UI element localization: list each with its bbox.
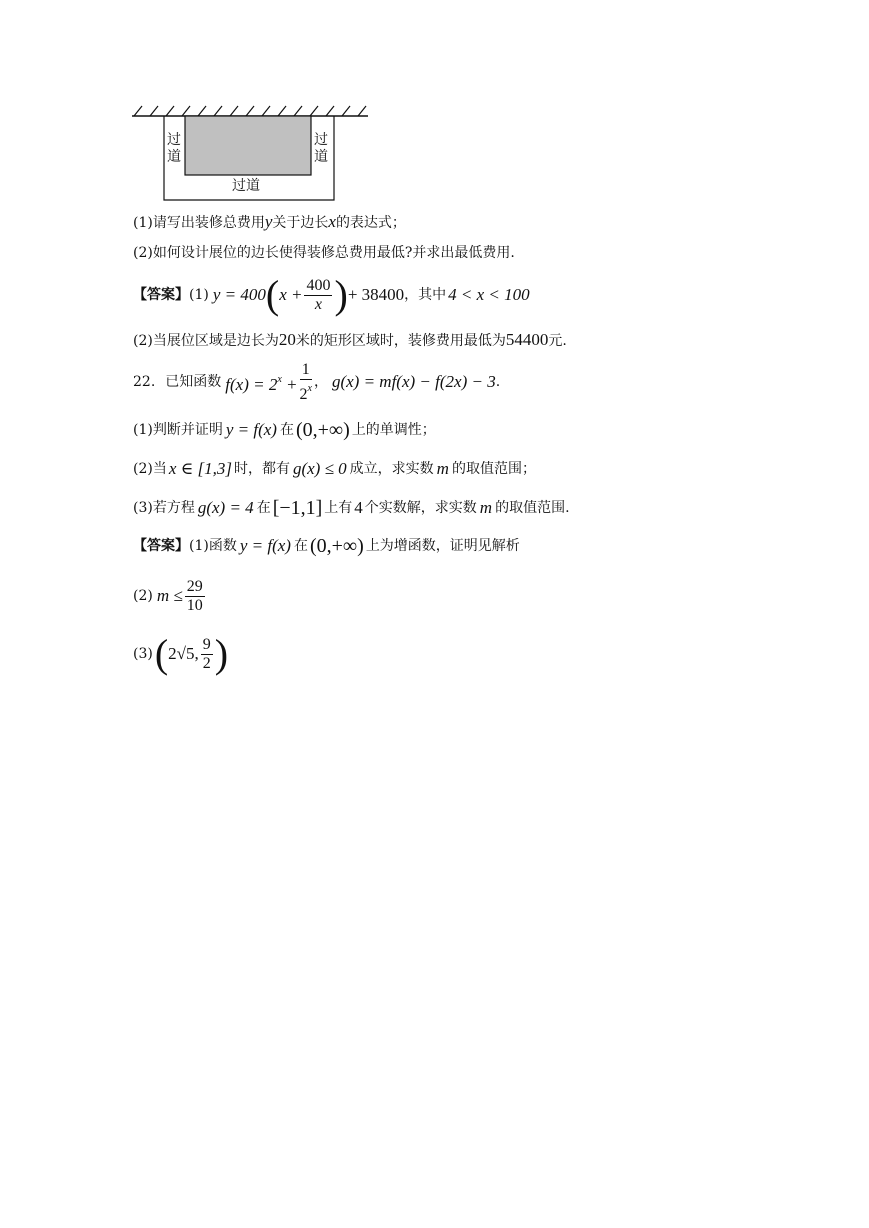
question-1-mid: 关于边长 [272,215,329,231]
corridor-label-bottom: 过道 [232,178,260,194]
fraction-denominator: 2 [202,654,211,672]
fraction-1-over-2x [300,361,312,404]
fraction-29-over-10 [185,578,205,615]
q2-domain: x ∈ [1,3] [168,459,232,478]
problem-number: 22. [133,374,156,390]
q2-condition: g(x) ≤ 0 [292,459,347,478]
q1-text: (1)判断并证明 [133,422,223,438]
question-1-text: (1)请写出装修总费用 [133,215,265,231]
q1-expr: y = f(x) [225,420,277,439]
q2-mid: 时，都有 [233,461,290,477]
q1-end: 上的单调性； [351,422,436,438]
answer-1-inner: x + [279,285,303,304]
q3-text: (3)若方程 [133,500,195,516]
answer-22-1-end: 上为增函数，证明见解析 [365,538,520,554]
answer-22-1-in: 在 [293,538,308,554]
q3-interval: [−1,1] [272,497,323,519]
answer-22-3-prefix: (3) [133,646,153,662]
answer-2-cost: 54400 [505,330,549,349]
answer-22-1 [133,536,520,556]
answer-2-end: 元. [548,333,567,349]
answer-1-cond-text: ，其中 [404,287,447,303]
problem-22-f: $f(x) = 2^x$ + [225,373,298,394]
q3-count: 4 [354,498,363,517]
q2-var-m: m [436,459,449,478]
q2-end: 成立，求实数 [349,461,434,477]
answer-label: 【答案】 [133,538,189,554]
problem-22 [133,360,500,404]
problem-22-q2 [133,459,536,479]
var-y: y [264,212,273,231]
question-1 [133,212,406,233]
paren-left: ( [154,631,169,676]
q1-in: 在 [279,422,294,438]
q3-tail: 的取值范围. [495,500,570,516]
answer-22-1-interval: (0,+∞) [309,535,364,557]
question-2: (2)如何设计展位的边长使得装修总费用最低?并求出最低费用. [133,245,515,261]
answer-1-expr-b: + 38400 [347,285,405,304]
denominator-base: 2 [299,385,308,403]
q2-text: (2)当 [133,461,167,477]
answer-2-text: (2)当展位区域是边长为 [133,333,279,349]
period: . [495,374,501,390]
answer-2-length: 20 [278,330,296,349]
answer-2 [133,330,567,351]
separator: ， [313,374,328,390]
fraction-denominator [300,380,312,404]
corridor-figure [128,100,370,202]
q3-equation: g(x) = 4 [197,498,254,517]
exponent-x: x [277,373,282,385]
fraction-numerator: 29 [186,577,203,595]
problem-22-q3 [133,498,570,518]
fraction-numerator: 1 [300,361,312,380]
answer-22-3-lower: 2√5, [168,644,199,663]
answer-22-2-expr: m ≤ [156,586,183,605]
q3-end: 个实数解，求实数 [364,500,477,516]
paren-right: ) [214,631,229,676]
paren-right: ) [334,272,348,317]
answer-22-2-prefix: (2) [133,588,153,604]
q3-var-m: m [479,498,493,517]
q3-in: 在 [256,500,271,516]
q2-tail: 的取值范围； [451,461,536,477]
corridor-label-right: 过道 [314,132,328,165]
answer-22-1-expr: y = f(x) [239,536,291,555]
answer-label: 【答案】 [133,287,189,303]
answer-22-2 [133,574,207,618]
answer-1-prefix: (1) [189,287,209,303]
f-definition: f(x) = 2 [225,374,278,394]
question-1-end: 的表达式； [335,215,406,231]
answer-22-1-prefix: (1)函数 [189,538,237,554]
q1-interval: (0,+∞) [295,419,350,441]
answer-1-condition: 4 < x < 100 [448,285,530,304]
fraction-numerator: 400 [306,276,331,294]
problem-22-text: 已知函数 [165,374,222,390]
answer-1 [133,272,530,318]
fraction-numerator: 9 [202,635,211,653]
fraction-denominator: 10 [186,596,203,614]
answer-1-expr-a: y = 400 [212,285,266,304]
var-x: x [328,212,336,231]
answer-2-mid: 米的矩形区域时，装修费用最低为 [295,333,506,349]
fraction-9-over-2 [201,636,213,673]
fraction-denominator: x [314,295,323,313]
g-definition: g(x) = mf(x) − f(2x) − 3 [331,372,496,391]
problem-22-q1 [133,420,436,440]
fraction-400-over-x [304,277,332,314]
paren-left: ( [265,272,280,317]
corridor-label-left: 过道 [167,132,181,165]
answer-22-3 [133,632,228,676]
q3-mid: 上有 [324,500,353,516]
denominator-exponent: x [307,382,312,394]
